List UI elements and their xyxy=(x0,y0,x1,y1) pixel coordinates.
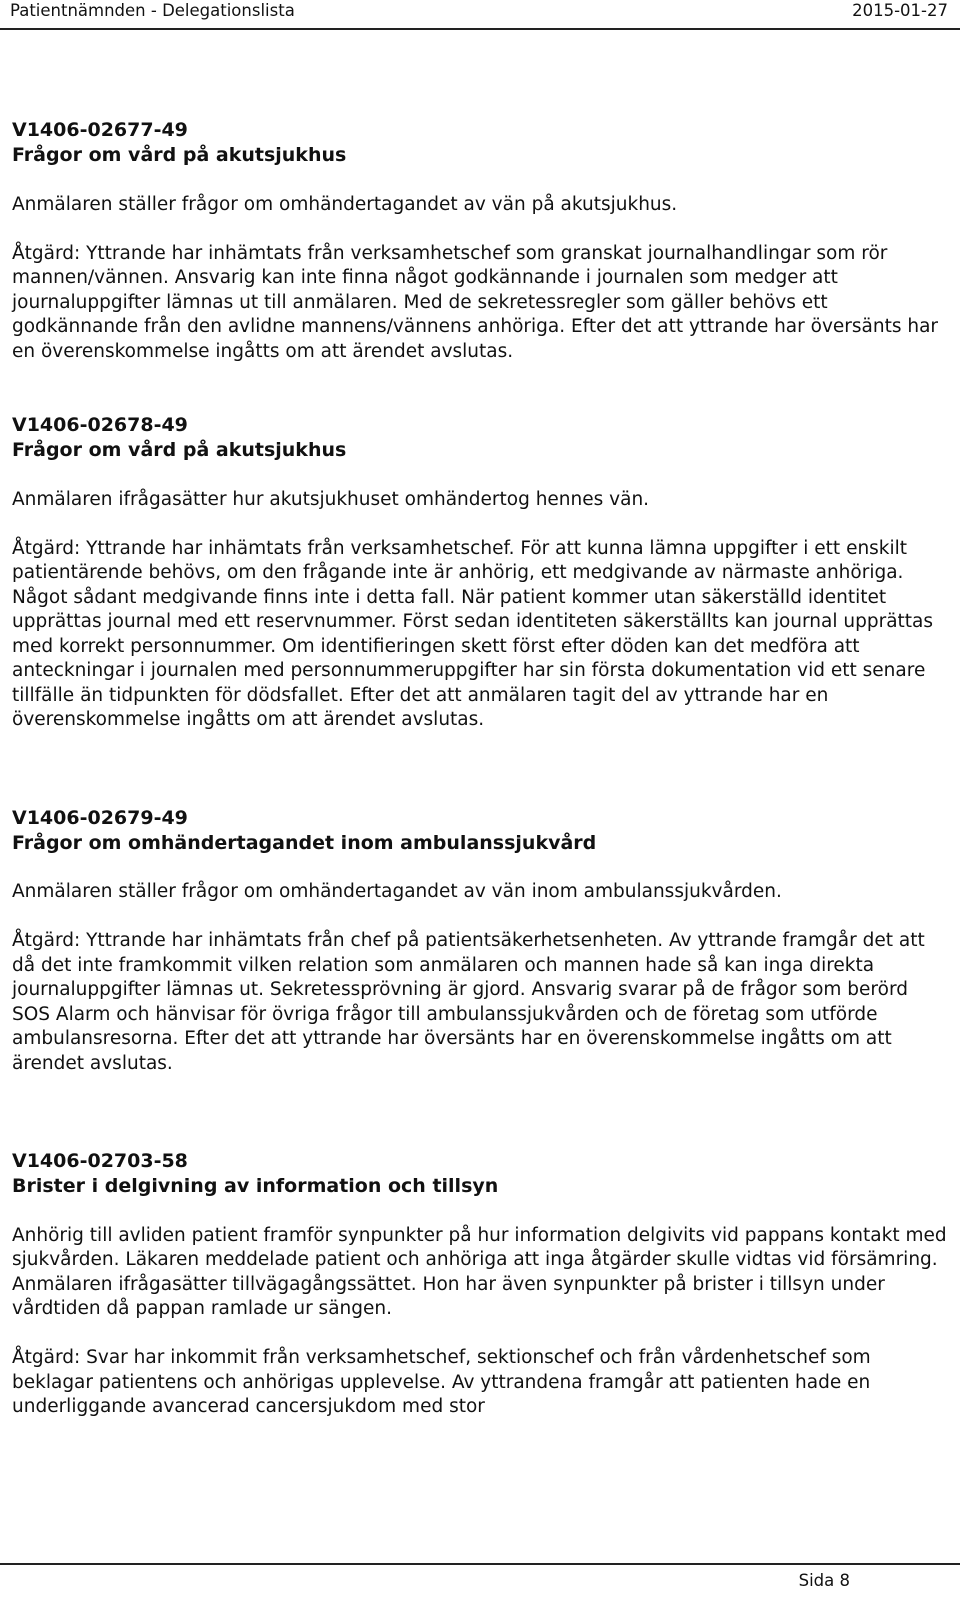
case-description: Anmälaren ställer frågor om omhändertagandet av vän på akutsjukhus. xyxy=(12,193,678,215)
case-id: V1406-02679-49 xyxy=(12,806,188,829)
page-number: Sida 8 xyxy=(798,1571,850,1590)
page-footer xyxy=(0,1563,960,1597)
document-title: Patientnämnden - Delegationslista xyxy=(10,1,295,20)
case-entry xyxy=(12,1149,947,1420)
case-action: Åtgärd: Yttrande har inhämtats från chef på patientsäkerhetsenheten. Av yttrande framgår det att då det inte framkommit vilken relation som anmälaren och mannen hade så kan inga direkta journaluppgifter lämnas ut. Sekretessprövning är gjord. Ansvarig svarar på de frågor som berörd SOS Alarm och hänvisar för övriga frågor till ambulanssjukvården och de företag som utförde ambulansresorna. Efter det att yttrande har översänts har en överenskommelse ingåtts om att ärendet avslutas. xyxy=(12,930,925,1074)
case-entry xyxy=(12,413,947,733)
document-date: 2015-01-27 xyxy=(852,1,948,20)
case-entry xyxy=(12,806,947,1077)
case-action: Åtgärd: Yttrande har inhämtats från verksamhetschef. För att kunna lämna uppgifter i ett enskilt patientärende behövs, om den frågande inte är anhörig, ett medgivande av närmaste anhöriga. Något sådant medgivande finns inte i detta fall. När patient kommer utan säkerställd identitet upprättas journal med ett reservnummer. Först sedan identiteten säkerställts kan journal upprättas med korrekt personnummer. Om identifieringen skett först efter döden kan det medföra att anteckningar i journalen med personnummeruppgifter har sin första dokumentation vid ett senare tillfälle än tidpunkten för dödsfallet. Efter det att anmälaren tagit del av yttrande har en överenskommelse ingåtts om att ärendet avslutas. xyxy=(12,537,934,730)
case-description: Anhörig till avliden patient framför synpunkter på hur information delgivits vid pappans kontakt med sjukvården. Läkaren meddelade patient och anhöriga att inga åtgärder skulle vidtas vid försämring. Anmälaren ifrågasätter tillvägagångssättet. Hon har även synpunkter på brister i tillsyn under vårdtiden då pappan ramlade ur sängen. xyxy=(12,1224,947,1319)
case-title: Frågor om omhändertagandet inom ambulanssjukvård xyxy=(12,831,597,854)
case-description: Anmälaren ifrågasätter hur akutsjukhuset omhändertog hennes vän. xyxy=(12,488,650,510)
case-id: V1406-02703-58 xyxy=(12,1150,188,1172)
delegation-list xyxy=(12,118,947,1420)
case-description: Anmälaren ställer frågor om omhändertagandet av vän inom ambulanssjukvården. xyxy=(12,881,782,902)
case-title: Frågor om vård på akutsjukhus xyxy=(12,439,347,461)
case-action: Åtgärd: Yttrande har inhämtats från verksamhetschef som granskat journalhandlingar som rör mannen/vännen. Ansvarig kan inte finna något godkännande i journalen som medger att journaluppgifter lämnas ut till anmälaren. Med de sekretessregler som gäller behövs ett godkännande från den avlidne mannens/vännens anhöriga. Efter det att yttrande har översänts har en överenskommelse ingåtts om att ärendet avslutas. xyxy=(12,242,939,362)
page-header xyxy=(0,0,960,30)
case-entry xyxy=(12,118,947,364)
case-id: V1406-02678-49 xyxy=(12,414,188,436)
case-title: Frågor om vård på akutsjukhus xyxy=(12,144,347,166)
case-title: Brister i delgivning av information och tillsyn xyxy=(12,1175,499,1197)
case-id: V1406-02677-49 xyxy=(12,119,188,141)
case-action: Åtgärd: Svar har inkommit från verksamhetschef, sektionschef och från vårdenhetschef som beklagar patientens och anhörigas upplevelse. Av yttrandena framgår att patienten hade en underliggande avancerad cancersjukdom med stor xyxy=(12,1347,871,1417)
